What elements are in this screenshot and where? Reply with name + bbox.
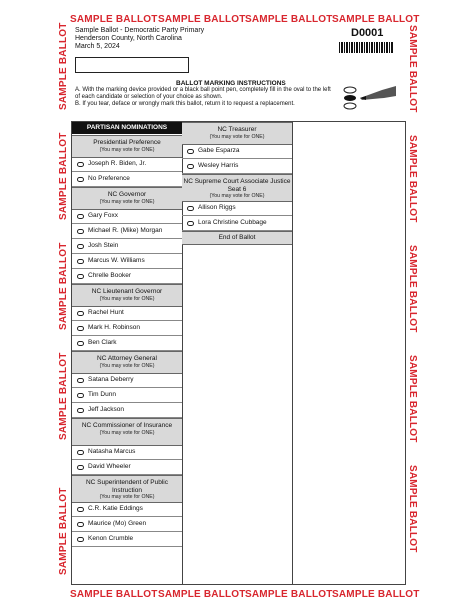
vote-oval[interactable]	[77, 507, 84, 512]
contest-title: NC Superintendent of Public Instruction	[85, 479, 169, 494]
vote-oval[interactable]	[77, 537, 84, 542]
candidate-name: Gabe Esparza	[198, 147, 240, 154]
candidate-row[interactable]	[72, 224, 182, 239]
candidate-name: Kenon Crumble	[88, 535, 134, 542]
ballot-grid	[71, 121, 406, 585]
vote-for-note: (You may vote for ONE)	[209, 133, 265, 140]
vote-oval[interactable]	[187, 206, 194, 211]
vote-oval[interactable]	[77, 326, 84, 331]
contest-header	[72, 351, 182, 374]
candidate-name: Lora Christine Cubbage	[198, 219, 267, 226]
candidate-name: Allison Riggs	[198, 204, 236, 211]
instruction-b: B. If you tear, deface or wrongly mark this ballot, return it to request a replacement.	[75, 101, 295, 107]
vote-oval[interactable]	[187, 149, 194, 154]
vote-for-note: (You may vote for ONE)	[99, 198, 155, 205]
contest-header	[72, 418, 182, 446]
vote-oval[interactable]	[77, 465, 84, 470]
contest-header	[72, 187, 182, 210]
watermark-left-5: SAMPLE BALLOT	[58, 487, 69, 575]
candidate-row[interactable]	[182, 144, 292, 159]
vote-oval[interactable]	[77, 244, 84, 249]
end-of-ballot: End of Ballot	[182, 231, 292, 245]
contest-header	[182, 174, 292, 202]
candidate-name: Satana Deberry	[88, 376, 134, 383]
instructions-body	[75, 87, 335, 108]
vote-oval[interactable]	[77, 393, 84, 398]
candidate-row[interactable]	[182, 201, 292, 216]
vote-for-note: (You may vote for ONE)	[99, 362, 155, 369]
candidate-row[interactable]	[72, 321, 182, 336]
candidate-name: Mark H. Robinson	[88, 324, 141, 331]
column-1	[72, 122, 183, 584]
candidate-name: No Preference	[88, 175, 130, 182]
watermark-left-3: SAMPLE BALLOT	[58, 242, 69, 330]
candidate-name: Rachel Hunt	[88, 309, 124, 316]
column-2	[182, 122, 293, 584]
vote-oval[interactable]	[77, 341, 84, 346]
candidate-name: David Wheeler	[88, 463, 131, 470]
vote-for-note: (You may vote for ONE)	[99, 295, 155, 302]
contest-header	[72, 475, 182, 503]
vote-oval[interactable]	[77, 311, 84, 316]
vote-oval[interactable]	[77, 378, 84, 383]
watermark-left-2: SAMPLE BALLOT	[58, 132, 69, 220]
instructions-title: BALLOT MARKING INSTRUCTIONS	[176, 80, 286, 87]
watermark-bottom-2: SAMPLE BALLOT	[158, 589, 246, 600]
candidate-name: Ben Clark	[88, 339, 117, 346]
candidate-name: Natasha Marcus	[88, 448, 136, 455]
barcode-icon	[339, 42, 393, 53]
candidate-row[interactable]	[72, 209, 182, 224]
contest-title: Presidential Preference	[93, 139, 161, 146]
pen-marking-illustration-icon	[338, 84, 398, 112]
candidate-name: Tim Dunn	[88, 391, 116, 398]
watermark-left-1: SAMPLE BALLOT	[58, 22, 69, 110]
watermark-top-4: SAMPLE BALLOT	[332, 14, 420, 25]
contest-header	[72, 135, 182, 158]
vote-oval[interactable]	[77, 408, 84, 413]
candidate-row[interactable]	[72, 502, 182, 517]
watermark-bottom-3: SAMPLE BALLOT	[245, 589, 333, 600]
vote-oval[interactable]	[77, 274, 84, 279]
candidate-row[interactable]	[72, 532, 182, 547]
candidate-row[interactable]	[72, 445, 182, 460]
ballot-title: Sample Ballot - Democratic Party Primary	[75, 27, 205, 34]
candidate-name: Gary Foxx	[88, 212, 118, 219]
watermark-top-2: SAMPLE BALLOT	[158, 14, 246, 25]
vote-oval[interactable]	[77, 177, 84, 182]
candidate-name: Josh Stein	[88, 242, 119, 249]
candidate-row[interactable]	[72, 239, 182, 254]
instruction-a: A. With the marking device provided or a black ball point pen, completely fill in the oval to the left of each candidate or selection of your choice as shown.	[75, 87, 331, 100]
ballot-code: D0001	[351, 27, 384, 39]
candidate-name: Marcus W. Williams	[88, 257, 145, 264]
candidate-name: Maurice (Mo) Green	[88, 520, 147, 527]
county-line: Henderson County, North Carolina	[75, 35, 182, 42]
watermark-bottom-4: SAMPLE BALLOT	[332, 589, 420, 600]
watermark-right-1: SAMPLE BALLOT	[407, 25, 418, 113]
candidate-row[interactable]	[72, 269, 182, 284]
vote-for-note: (You may vote for ONE)	[99, 146, 155, 153]
column-3	[292, 122, 404, 584]
partisan-nominations-header: PARTISAN NOMINATIONS	[72, 122, 182, 134]
candidate-name: Joseph R. Biden, Jr.	[88, 160, 147, 167]
contest-header	[182, 122, 292, 145]
candidate-row[interactable]	[182, 159, 292, 174]
watermark-bottom-1: SAMPLE BALLOT	[70, 589, 158, 600]
watermark-right-2: SAMPLE BALLOT	[407, 135, 418, 223]
candidate-name: C.R. Katie Eddings	[88, 505, 143, 512]
vote-oval[interactable]	[77, 522, 84, 527]
candidate-name: Wesley Harris	[198, 162, 239, 169]
watermark-left-4: SAMPLE BALLOT	[58, 352, 69, 440]
vote-oval[interactable]	[77, 162, 84, 167]
candidate-name: Jeff Jackson	[88, 406, 125, 413]
candidate-row[interactable]	[72, 388, 182, 403]
candidate-row[interactable]	[72, 373, 182, 388]
vote-for-note: (You may vote for ONE)	[99, 429, 155, 436]
watermark-right-5: SAMPLE BALLOT	[407, 465, 418, 553]
candidate-row[interactable]	[182, 216, 292, 231]
candidate-name: Chrelle Booker	[88, 272, 131, 279]
watermark-right-3: SAMPLE BALLOT	[407, 245, 418, 333]
candidate-row[interactable]	[72, 254, 182, 269]
date-line: March 5, 2024	[75, 43, 120, 50]
contest-title: NC Commissioner of Insurance	[81, 422, 173, 429]
contest-title: NC Supreme Court Associate Justice Seat 6	[183, 178, 291, 193]
candidate-row[interactable]	[72, 336, 182, 351]
contest-title: NC Lieutenant Governor	[91, 288, 163, 295]
watermark-right-4: SAMPLE BALLOT	[407, 355, 418, 443]
vote-oval[interactable]	[77, 229, 84, 234]
candidate-row[interactable]	[72, 460, 182, 475]
id-box	[75, 57, 189, 73]
vote-oval[interactable]	[77, 259, 84, 264]
vote-oval[interactable]	[187, 221, 194, 226]
ballot-header	[75, 27, 204, 51]
candidate-row[interactable]	[72, 306, 182, 321]
vote-for-note: (You may vote for ONE)	[209, 193, 265, 199]
candidate-row[interactable]	[72, 157, 182, 172]
contest-header	[72, 284, 182, 307]
candidate-row[interactable]	[72, 517, 182, 532]
watermark-top-3: SAMPLE BALLOT	[245, 14, 333, 25]
contest-title: NC Attorney General	[97, 355, 157, 362]
vote-for-note: (You may vote for ONE)	[99, 494, 155, 500]
vote-oval[interactable]	[77, 450, 84, 455]
vote-oval[interactable]	[77, 214, 84, 219]
contest-title: NC Governor	[107, 191, 147, 198]
contest-title: NC Treasurer	[217, 126, 257, 133]
watermark-top-1: SAMPLE BALLOT	[70, 14, 158, 25]
candidate-row[interactable]	[72, 172, 182, 187]
candidate-row[interactable]	[72, 403, 182, 418]
vote-oval[interactable]	[187, 164, 194, 169]
candidate-name: Michael R. (Mike) Morgan	[88, 227, 163, 234]
